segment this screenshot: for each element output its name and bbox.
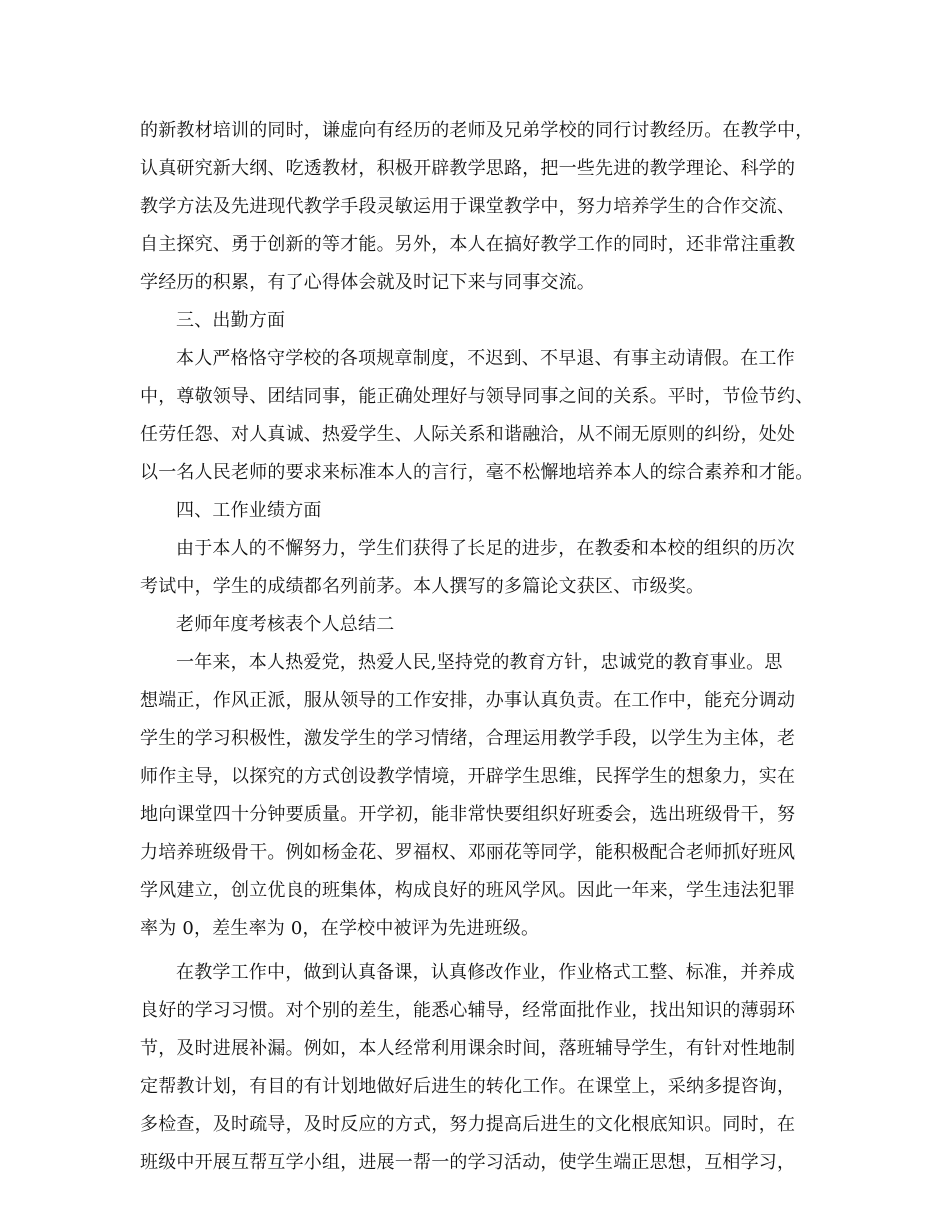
- section-heading: 四、工作业绩方面: [176, 500, 322, 521]
- text-line: 师作主导，以探究的方式创设教学情境，开辟学生思维，民挥学生的想象力，实在: [140, 766, 796, 787]
- text-line: 良好的学习习惯。对个别的差生，能悉心辅导，经常面批作业，找出知识的薄弱环: [140, 1000, 796, 1021]
- text-line: 节，及时进展补漏。例如，本人经常利用课余时间，落班辅导学生，有针对性地制: [140, 1038, 796, 1059]
- text-line: 由于本人的不懈努力，学生们获得了长足的进步，在教委和本校的组织的历次: [176, 538, 795, 559]
- text-line: 学生的学习积极性，激发学生的学习情绪，合理运用教学手段，以学生为主体，老: [140, 728, 796, 749]
- text-line: 考试中，学生的成绩都名列前茅。本人撰写的多篇论文获区、市级奖。: [140, 576, 705, 597]
- text-line: 班级中开展互帮互学小组，进展一帮一的学习活动，使学生端正思想，互相学习，: [140, 1152, 796, 1173]
- text-line: 中，尊敬领导、团结同事，能正确处理好与领导同事之间的关系。平时，节俭节约、: [140, 386, 814, 407]
- text-line: 多检查，及时疏导，及时反应的方式，努力提高后进生的文化根底知识。同时，在: [140, 1114, 796, 1135]
- text-line: 本人严格恪守学校的各项规章制度，不迟到、不早退、有事主动请假。在工作: [176, 348, 795, 369]
- text-line: 教学方法及先进现代教学手段灵敏运用于课堂教学中，努力培养学生的合作交流、: [140, 196, 796, 217]
- subtitle-heading: 老师年度考核表个人总结二: [176, 614, 395, 635]
- text-line: 力培养班级骨干。例如杨金花、罗福权、邓丽花等同学，能积极配合老师抓好班风: [140, 842, 796, 863]
- text-line: 一年来，本人热爱党，热爱人民,坚持党的教育方针，忠诚党的教育事业。思: [176, 652, 783, 673]
- text-line: 以一名人民老师的要求来标准本人的言行，毫不松懈地培养本人的综合素养和才能。: [140, 462, 814, 483]
- text-line: 自主探究、勇于创新的等才能。另外，本人在搞好教学工作的同时，还非常注重教: [140, 234, 796, 255]
- text-line: 学经历的积累，有了心得体会就及时记下来与同事交流。: [140, 272, 595, 293]
- text-line: 学风建立，创立优良的班集体，构成良好的班风学风。因此一年来，学生违法犯罪: [140, 880, 796, 901]
- text-line: 的新教材培训的同时，谦虚向有经历的老师及兄弟学校的同行讨教经历。在教学中，: [140, 120, 814, 141]
- text-line: 任劳任怨、对人真诚、热爱学生、人际关系和谐融洽，从不闹无原则的纠纷，处处: [140, 424, 796, 445]
- text-line: 定帮教计划，有目的有计划地做好后进生的转化工作。在课堂上，采纳多提咨询，: [140, 1076, 796, 1097]
- section-heading: 三、出勤方面: [176, 310, 286, 331]
- text-line: 想端正，作风正派，服从领导的工作安排，办事认真负责。在工作中，能充分调动: [140, 690, 796, 711]
- text-line: 率为 0，差生率为 0，在学校中被评为先进班级。: [140, 918, 540, 939]
- text-line: 地向课堂四十分钟要质量。开学初，能非常快要组织好班委会，选出班级骨干，努: [140, 804, 796, 825]
- text-line: 认真研究新大纲、吃透教材，积极开辟教学思路，把一些先进的教学理论、科学的: [140, 158, 796, 179]
- text-line: 在教学工作中，做到认真备课，认真修改作业，作业格式工整、标准，并养成: [176, 962, 795, 983]
